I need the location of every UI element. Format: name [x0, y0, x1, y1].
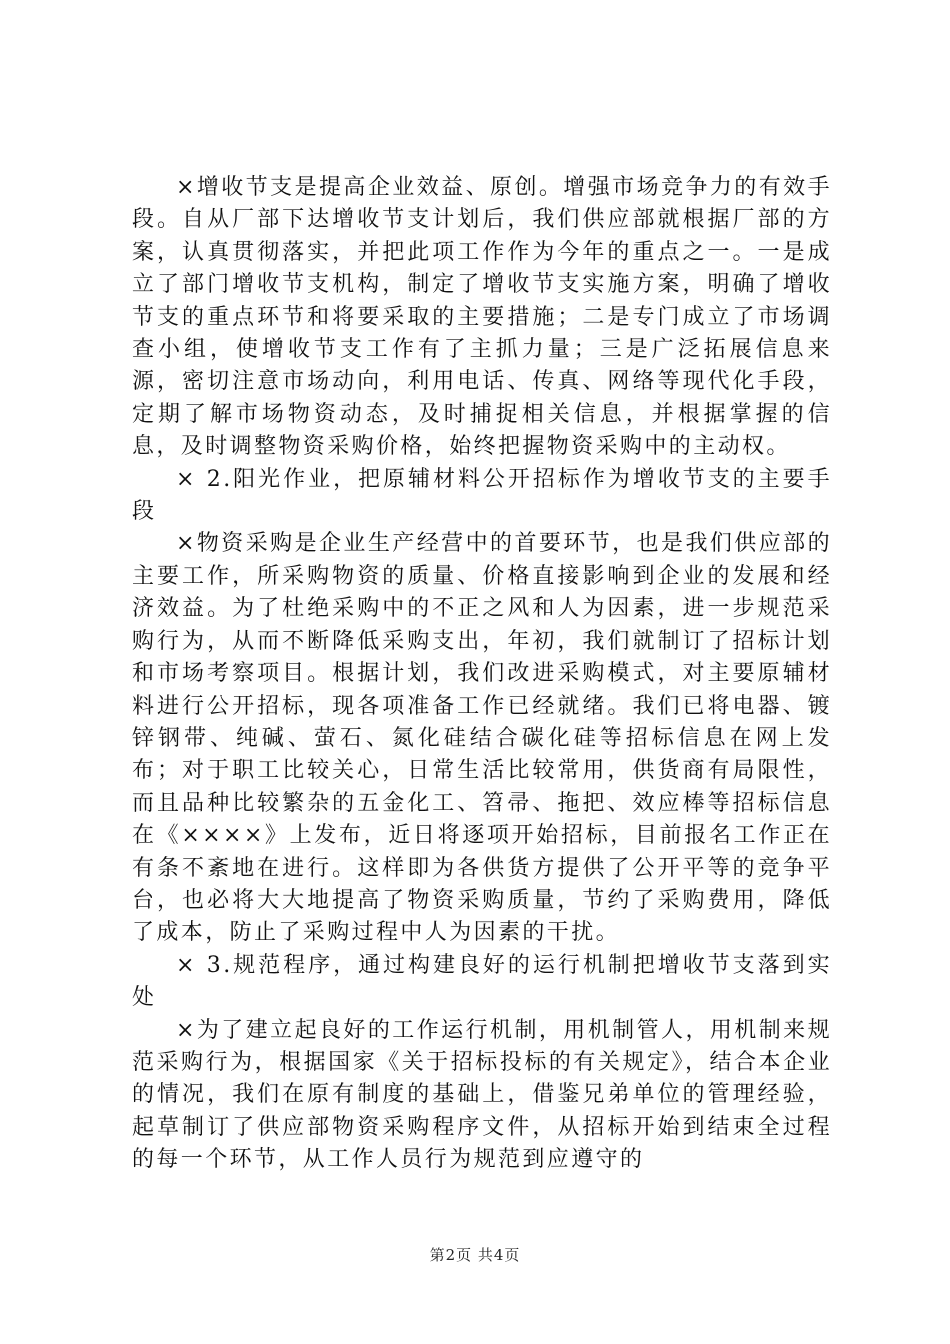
document-body [132, 172, 832, 1177]
paragraph-public-bidding: ×物资采购是企业生产经营中的首要环节，也是我们供应部的主要工作，所采购物资的质量、价格直接影响到企业的发展和经济效益。为了杜绝采购中的不正之风和人为因素，进一步规范采购行为，从而不断降低采购支出，年初，我们就制订了招标计划和市场考察项目。根据计划，我们改进采购模式，对主要原辅材料进行公开招标，现各项准备工作已经就绪。我们已将电器、镀锌钢带、纯碱、萤石、氮化硅结合碳化硅等招标信息在网上发布；对于职工比较关心，日常生活比较常用，供货商有局限性，而且品种比较繁杂的五金化工、笤帚、拖把、效应棒等招标信息在《××××》上发布，近日将逐项开始招标，目前报名工作正在有条不紊地在进行。这样即为各供货方提供了公开平等的竞争平台，也必将大大地提高了物资采购质量，节约了采购费用，降低了成本，防止了采购过程中人为因素的干扰。 [132, 531, 832, 946]
paragraph-cost-saving-intro: ×增收节支是提高企业效益、原创。增强市场竞争力的有效手段。自从厂部下达增收节支计划后，我们供应部就根据厂部的方案，认真贯彻落实，并把此项工作作为今年的重点之一。一是成立了部门增收节支机构，制定了增收节支实施方案，明确了增收节支的重点环节和将要采取的主要措施；二是专门成立了市场调查小组，使增收节支工作有了主抓力量；三是广泛拓展信息来源，密切注意市场动向，利用电话、传真、网络等现代化手段，定期了解市场物资动态，及时捕捉相关信息，并根据掌握的信息，及时调整物资采购价格，始终把握物资采购中的主动权。 [132, 175, 832, 460]
heading-section-3: × 3.规范程序，通过构建良好的运行机制把增收节支落到实处 [132, 952, 832, 1011]
heading-section-2: × 2.阳光作业，把原辅材料公开招标作为增收节支的主要手段 [132, 466, 832, 525]
paragraph-operating-mechanism: ×为了建立起良好的工作运行机制，用机制管人，用机制来规范采购行为，根据国家《关于招标投标的有关规定》，结合本企业的情况，我们在原有制度的基础上，借鉴兄弟单位的管理经验，起草制订了供应部物资采购程序文件，从招标开始到结束全过程的每一个环节，从工作人员行为规范到应遵守的 [132, 1017, 832, 1173]
page-footer: 第2页 共4页 [429, 1246, 521, 1264]
